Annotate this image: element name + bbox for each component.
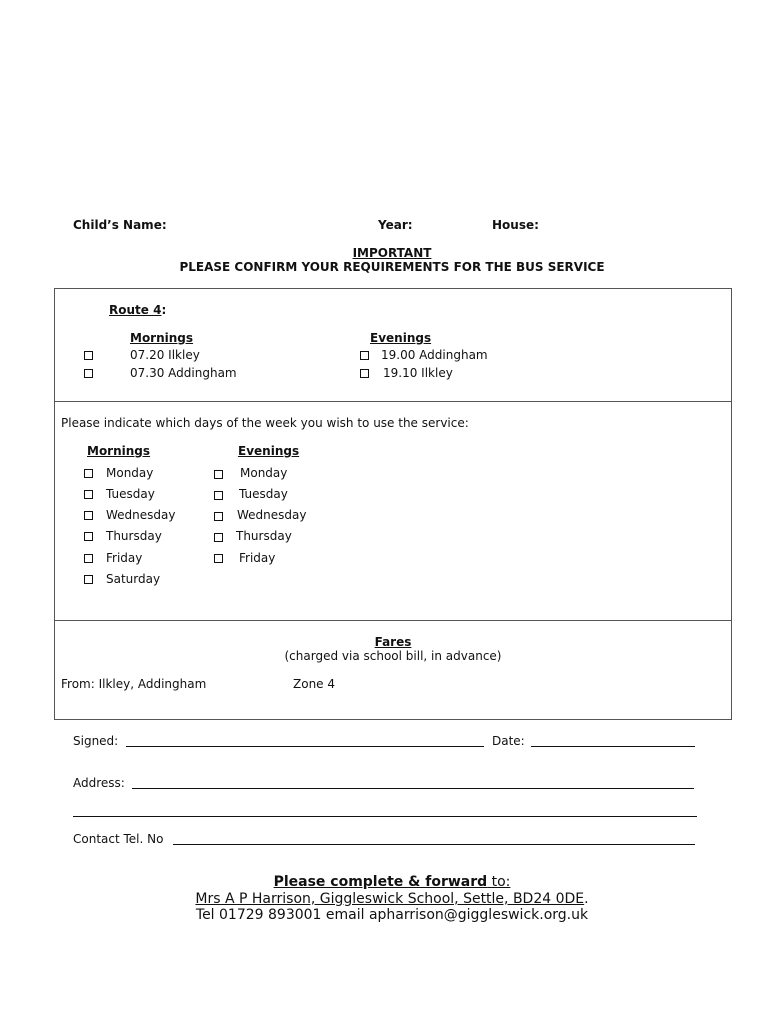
evening-day-checkbox-wednesday[interactable] [214,512,223,521]
confirm-heading: PLEASE CONFIRM YOUR REQUIREMENTS FOR THE BUS SERVICE [179,260,605,274]
evening-day-monday: Monday [240,466,288,480]
address-field-1[interactable] [132,788,694,789]
footer-instruction [0,874,770,890]
address-field-2[interactable] [73,816,697,817]
route-title-colon: : [161,303,167,317]
childs-name-label: Child’s Name: [73,218,167,232]
days-mornings-heading: Mornings [87,444,151,458]
route-evening-option-2: 19.10 Ilkley [383,366,453,380]
fares-from: From: Ilkley, Addingham [61,677,207,691]
evening-day-checkbox-tuesday[interactable] [214,491,223,500]
evening-day-checkbox-thursday[interactable] [214,533,223,542]
footer-to: to: [487,874,511,890]
route-morning-option-2: 07.30 Addingham [130,366,237,380]
morning-day-checkbox-saturday[interactable] [84,575,93,584]
footer-address-period: . [584,891,589,907]
evening-day-wednesday: Wednesday [237,508,307,522]
route-morning-checkbox-2[interactable] [84,369,93,378]
route-title-text: Route 4 [109,303,162,317]
evening-day-checkbox-friday[interactable] [214,554,223,563]
footer-address [0,891,770,907]
morning-day-wednesday: Wednesday [106,508,176,522]
route-mornings-heading: Mornings [130,331,194,345]
evening-day-tuesday: Tuesday [239,487,288,501]
contact-label: Contact Tel. No [73,832,164,846]
evening-day-checkbox-monday[interactable] [214,470,223,479]
fares-heading: Fares [374,635,412,649]
fares-zone: Zone 4 [293,677,335,691]
house-label: House: [492,218,539,232]
route-morning-option-1: 07.20 Ilkley [130,348,200,362]
morning-day-checkbox-monday[interactable] [84,469,93,478]
route-title [109,303,166,317]
footer-contact: Tel 01729 893001 email apharrison@giggleswick.org.uk [195,907,589,923]
morning-day-monday: Monday [106,466,154,480]
morning-day-tuesday: Tuesday [106,487,155,501]
route-evening-checkbox-2[interactable] [360,369,369,378]
morning-day-checkbox-tuesday[interactable] [84,490,93,499]
days-prompt: Please indicate which days of the week you wish to use the service: [61,416,469,430]
address-label: Address: [73,776,125,790]
contact-field[interactable] [173,844,695,845]
morning-day-checkbox-thursday[interactable] [84,532,93,541]
route-evening-option-1: 19.00 Addingham [381,348,488,362]
evening-day-friday: Friday [239,551,276,565]
morning-day-friday: Friday [106,551,143,565]
fares-note: (charged via school bill, in advance) [284,649,502,663]
footer-address-text: Mrs A P Harrison, Giggleswick School, Settle, BD24 0DE [195,891,585,907]
morning-day-checkbox-friday[interactable] [84,554,93,563]
signed-field[interactable] [126,746,484,747]
morning-day-thursday: Thursday [106,529,162,543]
evening-day-thursday: Thursday [236,529,292,543]
date-field[interactable] [531,746,695,747]
year-label: Year: [378,218,413,232]
footer-please-complete: Please complete & forward [273,874,488,890]
route-evenings-heading: Evenings [370,331,432,345]
route-morning-checkbox-1[interactable] [84,351,93,360]
route-evening-checkbox-1[interactable] [360,351,369,360]
morning-day-saturday: Saturday [106,572,161,586]
signed-label: Signed: [73,734,119,748]
date-label: Date: [492,734,525,748]
morning-day-checkbox-wednesday[interactable] [84,511,93,520]
days-evenings-heading: Evenings [238,444,300,458]
important-heading: IMPORTANT [352,246,432,260]
